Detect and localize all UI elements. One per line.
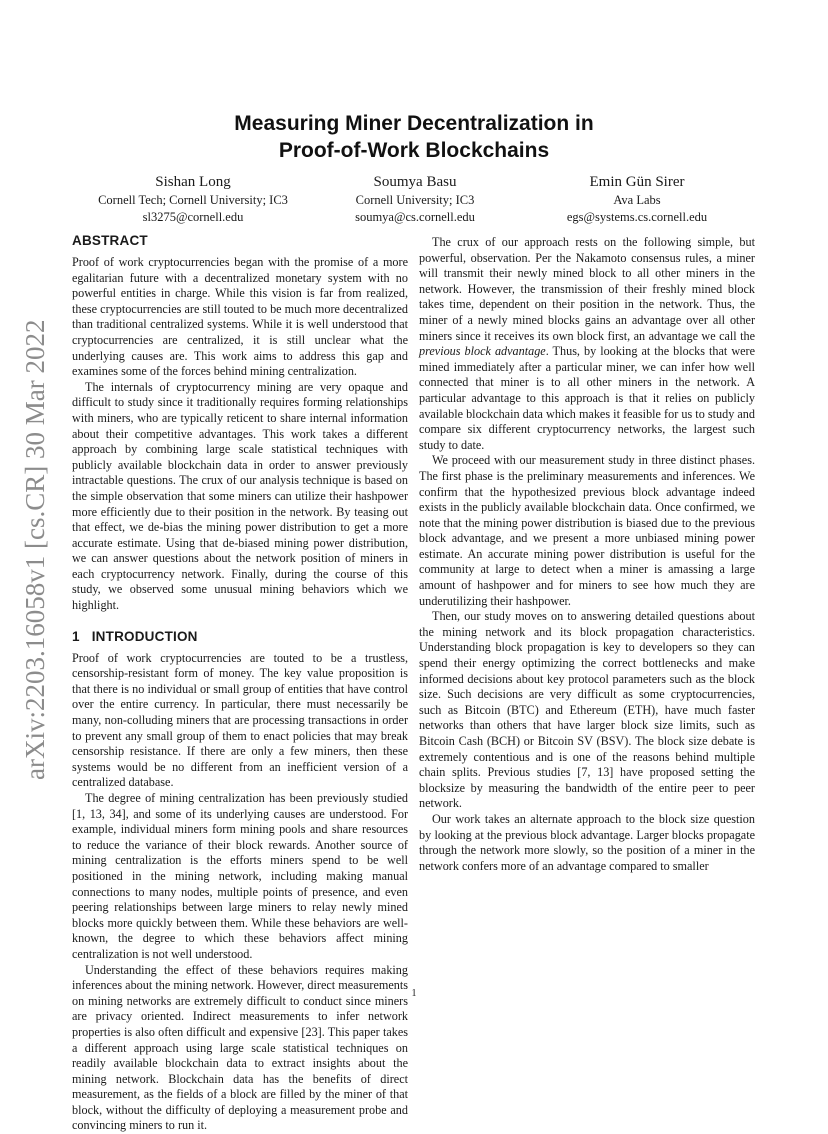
emphasis-term: previous block advantage [419, 344, 546, 359]
author-name: Emin Gün Sirer [589, 174, 685, 190]
page-number: 1 [411, 988, 417, 999]
right-column [419, 235, 755, 874]
abstract-paragraph: The internals of cryptocurrency mining are very opaque and difficult to study since it traditionally requires forming relationships with miners, who are typically reticent to share internal information about their competitive advantages. This work takes a different approach by combining large scale statistical techniques with publicly available blockchain data in order to answer previously intractable questions. The crux of our analysis technique is based on the simple observation that some miners can utilize their hashpower more efficiently due to their position in the network. By teasing out that effect, we de-bias the mining power distribution to get a more accurate estimate. Using that de-biased mining power distribution, we can answer questions about the network position of miners in each cryptocurrency network. Finally, during the course of this study, we observed some unusual mining behaviors which we highlight. [72, 379, 408, 613]
author-2 [285, 173, 545, 225]
body-paragraph: Understanding the effect of these behaviors requires making inferences about the mining network. However, direct measurements on mining networks are extremely difficult to conduct since miners are privacy oriented. Indirect measurements to infer network properties is also often difficult and expensive [23]. This paper takes a different approach using large scale statistical techniques on readily available blockchain data to extract insights about the mining network. Blockchain data has the benefits of direct measurement, as the fields of a block are filled by the miner of that block, without the difficulty of deploying a measurement probe and convincing miners to run it. [72, 962, 408, 1133]
title-line-2: Proof-of-Work Blockchains [278, 139, 550, 162]
arxiv-identifier: arXiv:2203.16058v1 [cs.CR] 30 Mar 2022 [20, 319, 50, 780]
body-paragraph [419, 235, 755, 453]
body-paragraph: The degree of mining centralization has been previously studied [1, 13, 34], and some of its underlying causes are understood. For example, individual miners form mining pools and share resources to reduce the variance of their block rewards. Another source of mining centralization is the efforts miners spend to be well positioned in the mining network, including making manual connections to many nodes, multiple points of presence, and even peering relationships between large miners to relay newly mined blocks more quickly between them. While these behaviors are well-known, the degree to which these behaviors affect mining centralization is not well understood. [72, 791, 408, 961]
author-affiliation: Ava Labs [613, 193, 661, 207]
section-title: INTRODUCTION [91, 628, 198, 644]
author-email: soumya@cs.cornell.edu [355, 209, 475, 224]
text-span: . Thus, by looking at the blocks that were mined immediately after a particular miner, we can infer how well connected that miner is to all other miners in the network. A particular advantage to this approach is that it relies on publicly available blockchain data which makes it feasible for us to study and compare six different cryptocurrency networks, the largest such study to date. [419, 344, 755, 452]
author-3 [507, 173, 767, 225]
introduction-heading [72, 628, 408, 646]
author-1 [63, 173, 323, 225]
author-name: Sishan Long [155, 174, 231, 190]
body-paragraph: We proceed with our measurement study in three distinct phases. The first phase is the preliminary measurements and inferences. We confirm that the hypothesized previous block advantage indeed exists in the publicly available blockchain data. Once confirmed, we note that the mining power distribution is biased due to the previous block advantage, and we present a more unbiased mining power estimate. An accurate mining power distribution is useful for the community at large to detect when a miner is amassing a large amount of hashpower and for miners to see how much they are underutilizing their hashpower. [419, 453, 755, 608]
paper-title [120, 110, 708, 164]
author-affiliation: Cornell Tech; Cornell University; IC3 [98, 193, 288, 207]
text-span: The crux of our approach rests on the following simple, but powerful, observation. Per the Nakamoto consensus rules, a miner will transmit their newly mined block to all other miners in the network. However, the transmission of their freshly mined block takes time, dependent on their position in the network. Thus, the miner of a newly mined blocks gains an advantage over all other miners since it receives its own block first, an advantage we call the [419, 235, 755, 343]
title-line-1: Measuring Miner Decentralization in [234, 112, 594, 135]
author-email: egs@systems.cs.cornell.edu [566, 209, 708, 224]
author-affiliation: Cornell University; IC3 [355, 193, 475, 207]
body-paragraph: Our work takes an alternate approach to the block size question by looking at the previous block advantage. Larger blocks propagate through the network more slowly, so the position of a miner in the network confers more of an advantage compared to smaller [419, 811, 755, 873]
author-email: sl3275@cornell.edu [142, 209, 244, 224]
section-number: 1 [72, 628, 80, 644]
author-name: Soumya Basu [373, 174, 457, 190]
body-paragraph: Then, our study moves on to answering detailed questions about the mining network and its block propagation characteristics. Understanding block propagation is key to developers so they can spend their energy optimizing the correct bottlenecks and make informed decisions about key protocol parameters such as the block size. Such decisions are very difficult as some cryptocurrencies, such as Bitcoin (BTC) and Ethereum (ETH), have much faster networks than others that have larger block size limits, such as Bitcoin Cash (BCH) or Bitcoin SV (BSV). The block size debate is extremely contentious and is one of the reasons behind multiple chain splits. Previous studies [7, 13] have proposed setting the blocksize by measuring the bandwidth of the entire peer to peer network. [419, 609, 755, 811]
body-paragraph: Proof of work cryptocurrencies are touted to be a trustless, censorship-resistant form of money. The key value proposition is that there is no individual or small group of entities that have control over the entire currency. In particular, there must necessarily be many, non-colluding miners that are processing transactions in order to prevent any small group of them to enact policies that may break censorship resistance. If there are only a few miners, then these systems would be no different from an inefficient version of a centralized database. [72, 650, 408, 790]
abstract-paragraph: Proof of work cryptocurrencies began with the promise of a more egalitarian future with a decentralized monetary system with no powerful entities in charge. While this vision is far from realized, these cryptocurrencies are still touted to be much more decentralized than traditional centralized systems. While it is well understood that cryptocurrencies are centralized, it is still unclear what the underlying causes are. This work aims to address this gap and examines some of the forces behind mining centralization. [72, 255, 408, 379]
abstract-heading: ABSTRACT [72, 233, 148, 248]
